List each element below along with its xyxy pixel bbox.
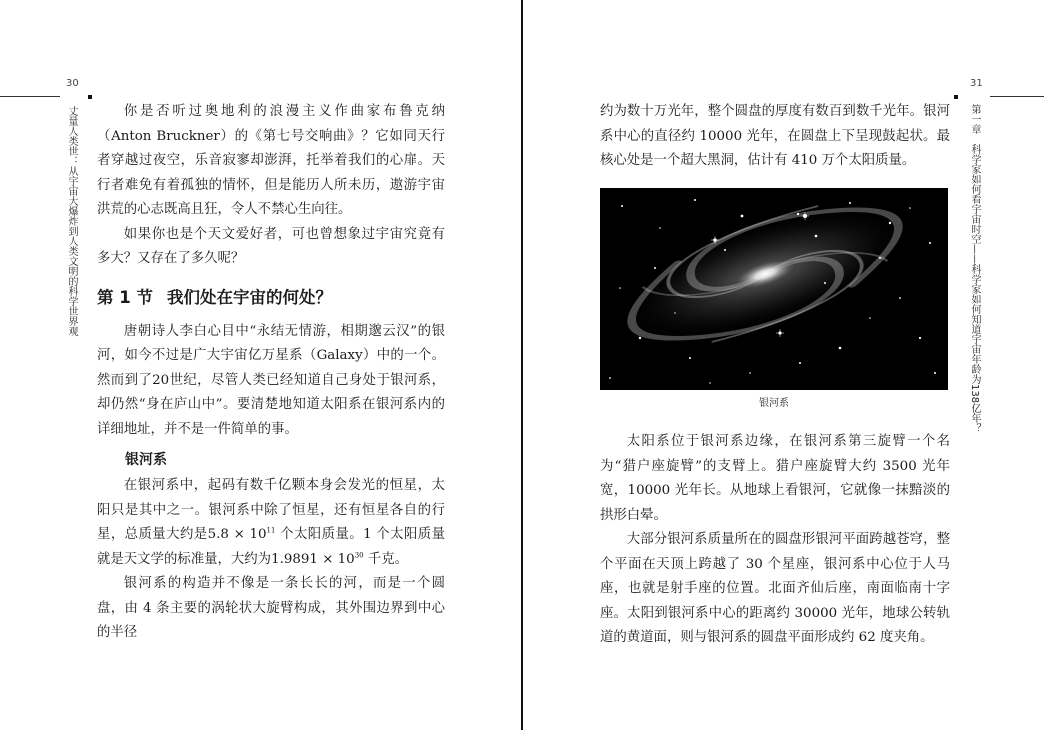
header-marker-left: [88, 95, 92, 99]
running-head-left: 丈量人类世：从宇宙大爆炸到人类文明的科学世界观: [66, 106, 77, 336]
paragraph: 唐朝诗人李白心目中“永结无情游，相期邈云汉”的银河，如今不过是广大宇宙亿万星系（Galaxy）中的一个。然而到了20世纪，尽管人类已经知道自己身处于银河系，却仍然“身在庐山中”。要清楚地知道太阳系在银河系内的详细地址，并不是一件简单的事。: [97, 323, 445, 437]
running-head-right: 第一章 科学家如何看宇宙时空——科学家如何知道宇宙年龄为138亿年？: [969, 104, 980, 434]
header-marker-right: [954, 95, 958, 99]
paragraph: 银河系的构造并不像是一条长长的河，而是一个圆盘，由 4 条主要的涡轮状大旋臂构成，其外围边界到中心的半径: [97, 576, 445, 640]
paragraph: 如果你也是个天文爱好者，可也曾想象过宇宙究竟有多大？又存在了多久呢？: [97, 226, 445, 266]
section-title: 我们处在宇宙的何处？: [166, 287, 332, 307]
section-label: 第 1 节: [97, 287, 153, 307]
paragraph: 大部分银河系质量所在的圆盘形银河平面跨越苍穹，整个平面在天顶上跨越了 30 个星座，银河系中心位于人马座，也就是射手座的位置。北面齐仙后座，南面临南十字座。太阳到银河系中心的距离约 30000 光年，地球公转轨道的黄道面，则与银河系的圆盘平面形成约 62 度夹角。: [600, 532, 950, 645]
paragraph: 太阳系位于银河系边缘，在银河系第三旋臂一个名为“猎户座旋臂”的支臂上。猎户座旋臂大约 3500 光年宽，10000 光年长。从地球上看银河，它就像一抹黯淡的拱形白晕。: [600, 434, 950, 523]
header-rule-right: [990, 96, 1044, 97]
subsection-heading: 银河系: [125, 452, 167, 468]
right-page-body-bottom: [600, 430, 950, 651]
page-number-left: 30: [66, 78, 79, 89]
paragraph: 在银河系中，起码有数千亿颗本身会发光的恒星，太阳只是其中之一。银河系中除了恒星，还有恒星各自的行星，总质量大约是$5.8 \times 10^{11}$ 个太阳质量。1 个太阳质量就是天文学的标准量，大约为$1.9891 \times 10^{30}$ 千克。: [97, 478, 445, 567]
paragraph: 约为数十万光年，整个圆盘的厚度有数百到数千光年。银河系中心的直径约 10000 光年，在圆盘上下呈现鼓起状。最核心处是一个超大黑洞，估计有 410 万个太阳质量。: [600, 104, 950, 168]
right-page-body-top: [600, 100, 950, 174]
book-spine: [521, 0, 523, 730]
milky-way-image: [600, 188, 948, 390]
image-caption: 银河系: [759, 398, 789, 409]
paragraph: 你是否听过奥地利的浪漫主义作曲家布鲁克纳（Anton Bruckner）的《第七号交响曲》？它如同天行者穿越过夜空，乐音寂寥却澎湃，托举着我们的心扉。天行者难免有着孤独的情怀，但是能历人所未历，遨游宇宙洪荒的心志既高且狂，令人不禁心生向往。: [97, 104, 445, 217]
section-heading: [97, 286, 445, 310]
page-number-right: 31: [970, 78, 983, 89]
header-rule-left: [0, 96, 60, 97]
left-page-body: [97, 100, 445, 646]
